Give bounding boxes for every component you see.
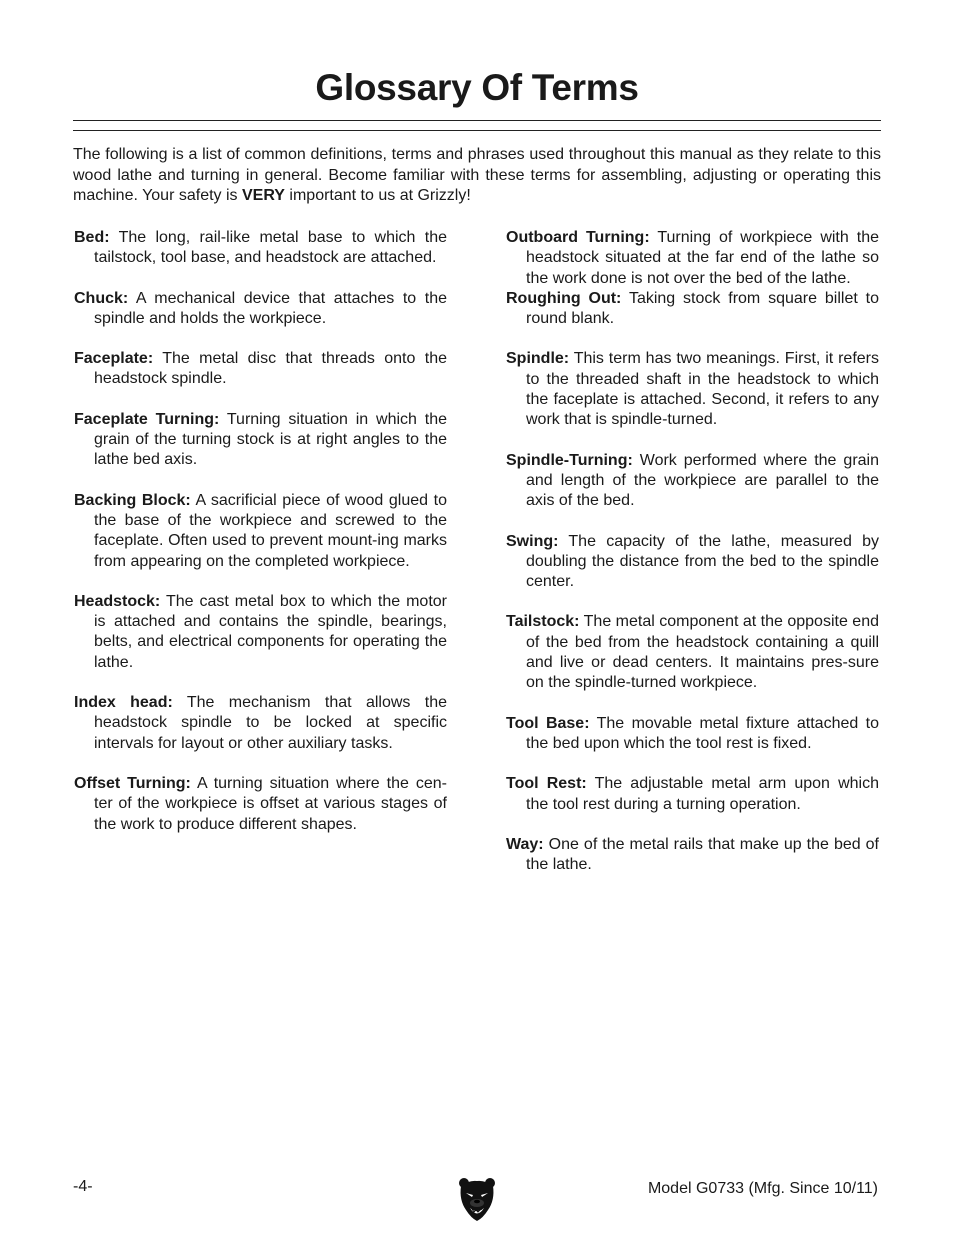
glossary-term: Roughing Out: (506, 289, 622, 307)
glossary-entry-index-head (74, 693, 447, 754)
glossary-term: Index head: (74, 694, 173, 712)
page-number: -4- (73, 1178, 93, 1195)
title-rule-bottom (73, 130, 881, 131)
glossary-entry-way (506, 835, 879, 876)
title-rule-top (73, 120, 881, 121)
glossary-definition: The mechanism that allows the headstock spindle to be locked at specific intervals for layout or other auxiliary tasks. (94, 694, 448, 752)
glossary-term: Offset Turning: (74, 774, 191, 792)
glossary-entry-headstock (74, 592, 447, 673)
glossary-entry-offset-turning (74, 774, 447, 835)
glossary-definition: A turning situation where the cen-ter of the workpiece is offset at various stages of the work to produce different shapes. (94, 774, 447, 833)
glossary-entry-roughing-out (506, 289, 879, 330)
glossary-definition: Taking stock from square billet to round blank. (526, 289, 879, 328)
glossary-term: Outboard Turning: (506, 229, 650, 246)
glossary-term: Tool Base: (506, 714, 590, 732)
glossary-entry-tool-base (506, 714, 879, 755)
glossary-definition: One of the metal rails that make up the bed of the lathe. (526, 835, 879, 874)
glossary-term: Spindle-Turning: (506, 451, 633, 469)
glossary-definition: The long, rail-like metal base to which the tailstock, tool base, and headstock are attached. (94, 229, 447, 267)
glossary-entry-spindle (506, 349, 879, 430)
intro-emphasis: VERY (241, 187, 285, 204)
glossary-entry-backing-block (74, 491, 447, 572)
glossary-definition: Turning of workpiece with the headstock situated at the far end of the lathe so the work done is not over the bed of the lathe. (526, 229, 879, 287)
glossary-term: Tool Rest: (506, 775, 587, 793)
glossary-definition: This term has two meanings. First, it refers to the threaded shaft in the headstock to which the faceplate is attached. Second, it refers to any work that is spindle-turned. (526, 350, 879, 429)
glossary-term: Way: (506, 835, 544, 853)
glossary-term: Bed: (74, 229, 110, 246)
intro-paragraph (73, 145, 881, 207)
intro-text-end: important to us at Grizzly! (284, 187, 471, 204)
glossary-term: Tailstock: (506, 613, 580, 631)
glossary-term: Faceplate Turning: (74, 410, 220, 428)
glossary-definition: The metal disc that threads onto the headstock spindle. (94, 350, 447, 388)
glossary-right-column (506, 228, 879, 895)
glossary-term: Backing Block: (74, 491, 191, 509)
glossary-definition: The metal component at the opposite end of the bed from the headstock containing a quill and live or dead centers. It maintains pres-sure on the spindle-turned workpiece. (526, 613, 879, 692)
glossary-term: Chuck: (74, 289, 129, 307)
glossary-definition: The movable metal fixture attached to the bed upon which the tool rest is fixed. (526, 714, 879, 752)
glossary-definition: The adjustable metal arm upon which the tool rest during a turning operation. (526, 775, 880, 813)
glossary-entry-tool-rest (506, 774, 879, 815)
glossary-entry-chuck (74, 289, 447, 330)
glossary-entry-faceplate-turning (74, 410, 447, 471)
intro-text: The following is a list of common definitions, terms and phrases used throughout this manual as they relate to this wood lathe and turning in general. Become familiar with these terms for assembling, adjusting or operating this machine. Your safety is (73, 146, 881, 204)
glossary-definition: A sacrificial piece of wood glued to the base of the workpiece and screwed to the faceplate. Often used to prevent mount-ing marks from appearing on the completed workpiece. (94, 491, 447, 570)
glossary-entry-swing (506, 532, 879, 593)
glossary-entry-faceplate (74, 349, 447, 390)
glossary-definition: Work performed where the grain and length of the workpiece are parallel to the axis of the bed. (526, 451, 879, 510)
grizzly-bear-icon (457, 1176, 497, 1222)
glossary-left-column (74, 228, 447, 855)
glossary-entry-spindle-turning (506, 451, 879, 512)
glossary-entry-bed (74, 228, 447, 269)
page-title: Glossary Of Terms (315, 67, 639, 108)
glossary-term: Swing: (506, 532, 559, 550)
glossary-entry-tailstock (506, 612, 879, 693)
model-info: Model G0733 (Mfg. Since 10/11) (647, 1180, 878, 1197)
glossary-term: Headstock: (74, 592, 161, 610)
glossary-term: Faceplate: (74, 350, 154, 368)
glossary-definition: The capacity of the lathe, measured by doubling the distance from the bed to the spindle center. (526, 532, 879, 591)
glossary-entry-outboard-turning (506, 228, 879, 289)
glossary-definition: A mechanical device that attaches to the spindle and holds the workpiece. (94, 289, 447, 327)
glossary-term: Spindle: (506, 350, 570, 368)
glossary-definition: The cast metal box to which the motor is attached and contains the spindle, bearings, belts, and electrical components for operating the lathe. (94, 592, 447, 671)
glossary-definition: Turning situation in which the grain of the turning stock is at right angles to the lathe bed axis. (94, 410, 448, 469)
